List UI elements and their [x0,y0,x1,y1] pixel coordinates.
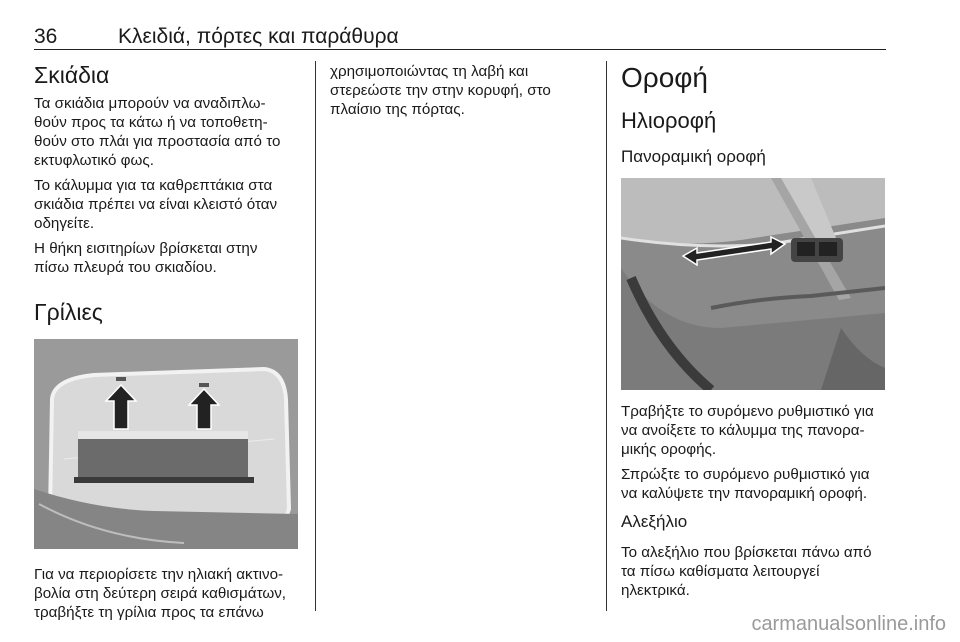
column-left [34,62,302,628]
paragraph-mirror-cover: Το κάλυμμα για τα καθρεπτάκια στα σκιάδια πρέπει να είναι κλειστό όταν οδηγείτε. [34,177,278,232]
paragraph-push-slider: Σπρώξτε το συρόμενο ρυθμιστικό για να καλύψετε την πανοραμική οροφή. [621,466,870,502]
blind-figure [34,339,298,549]
header-divider [34,49,886,50]
heading-blinds: Γρίλιες [34,299,103,325]
paragraph-blind-instructions: Για να περιορίσετε την ηλιακή ακτινο- βολία στη δεύτερη σειρά καθισμάτων, τραβήξτε τη γρίλια προς τα επάνω [34,566,287,621]
heading-sunvisors: Σκιάδια [34,62,110,88]
column-divider-1 [315,61,316,611]
paragraph-sunvisors-fold: Τα σκιάδια μπορούν να αναδιπλω- θούν προς τα κάτω ή να τοποθετη- θούν στο πλάι για προστασία από το εκτυφλωτικό φως. [34,95,281,169]
watermark: carmanualsonline.info [751,613,946,635]
heading-sunshade: Αλεξήλιο [621,512,688,531]
heading-panoramic-roof: Πανοραμική οροφή [621,147,766,166]
paragraph-pull-slider: Τραβήξτε το συρόμενο ρυθμιστικό για να ανοίξετε το κάλυμμα της πανορα- μικής οροφής. [621,403,874,458]
paragraph-blind-continued: χρησιμοποιώντας τη λαβή και στερεώστε την στην κορυφή, στο πλαίσιο της πόρτας. [330,63,551,118]
chapter-title: Κλειδιά, πόρτες και παράθυρα [118,25,399,48]
page-number: 36 [34,25,58,48]
column-middle [330,62,590,125]
roof-slider-illustration [621,178,885,390]
paragraph-ticket-holder: Η θήκη εισιτηρίων βρίσκεται στην πίσω πλευρά του σκιαδίου. [34,240,258,276]
heading-sunroof: Ηλιοροφή [621,108,717,133]
column-right [621,62,889,606]
paragraph-electric-sunshade: Το αλεξήλιο που βρίσκεται πάνω από τα πίσω καθίσματα λειτουργεί ηλεκτρικά. [621,544,872,599]
window-blind-illustration [34,339,298,549]
column-divider-2 [606,61,607,611]
panoramic-roof-figure [621,178,885,390]
page-header [34,25,886,49]
heading-roof: Οροφή [621,62,709,93]
